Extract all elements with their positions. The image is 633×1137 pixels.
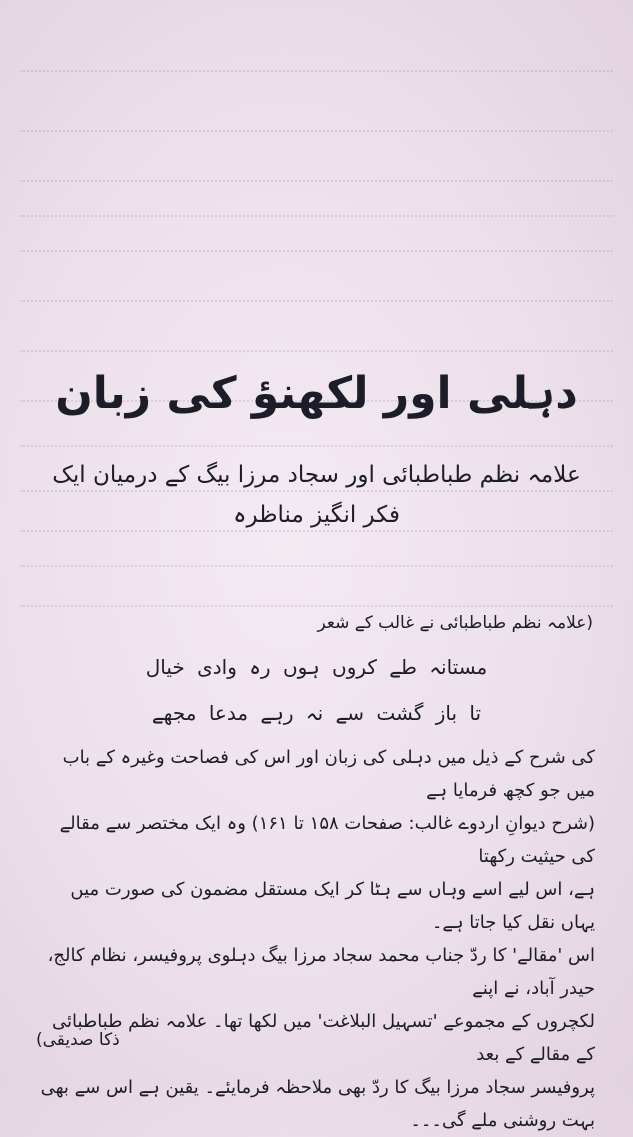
verse-line-1: مستانہ طے کروں ہوں رہ وادی خیال [145,655,488,679]
verse-line-2: تا باز گشت سے نہ رہے مدعا مجھے [151,701,482,725]
body-line: لکچروں کے مجموعے 'تسہیل البلاغت' میں لکھا تھا۔ علامہ نظم طباطبائی کے مقالے کے بعد [51,1011,595,1065]
show-through-text [20,50,613,650]
author-signature: ذکا صدیقی) [36,1030,120,1050]
body-line: کی شرح کے ذیل میں دہلی کی زبان اور اس کی فصاحت وغیرہ کے باب میں جو کچھ فرمایا ہے [62,747,595,801]
body-text [38,741,595,1137]
intro-line: (علامہ نظم طباطبائی نے غالب کے شعر [317,613,593,633]
body-line: اس 'مقالے' کا ردّ جناب محمد سجاد مرزا بیگ دہلوی پروفیسر، نظام کالج، حیدر آباد، نے اپنے [47,945,595,999]
body-line: (شرح دیوانِ اردوے غالب: صفحات ۱۵۸ تا ۱۶۱) وہ ایک مختصر سے مقالے کی حیثیت رکھتا [59,813,595,867]
page-title: دہلی اور لکھنؤ کی زبان [55,368,578,419]
body-line: پروفیسر سجاد مرزا بیگ کا ردّ بھی ملاحظہ فرمایئے۔ یقین ہے اس سے بھی بہت روشنی ملے گی۔۔۔ [40,1077,595,1131]
body-line: ہے، اس لیے اسے وہاں سے ہٹا کر ایک مستقل مضمون کی صورت میں یہاں نقل کیا جاتا ہے۔ [70,879,595,933]
page-subtitle: علامہ نظم طباطبائی اور سجاد مرزا بیگ کے درمیان ایک فکر انگیز مناظرہ [52,462,581,529]
